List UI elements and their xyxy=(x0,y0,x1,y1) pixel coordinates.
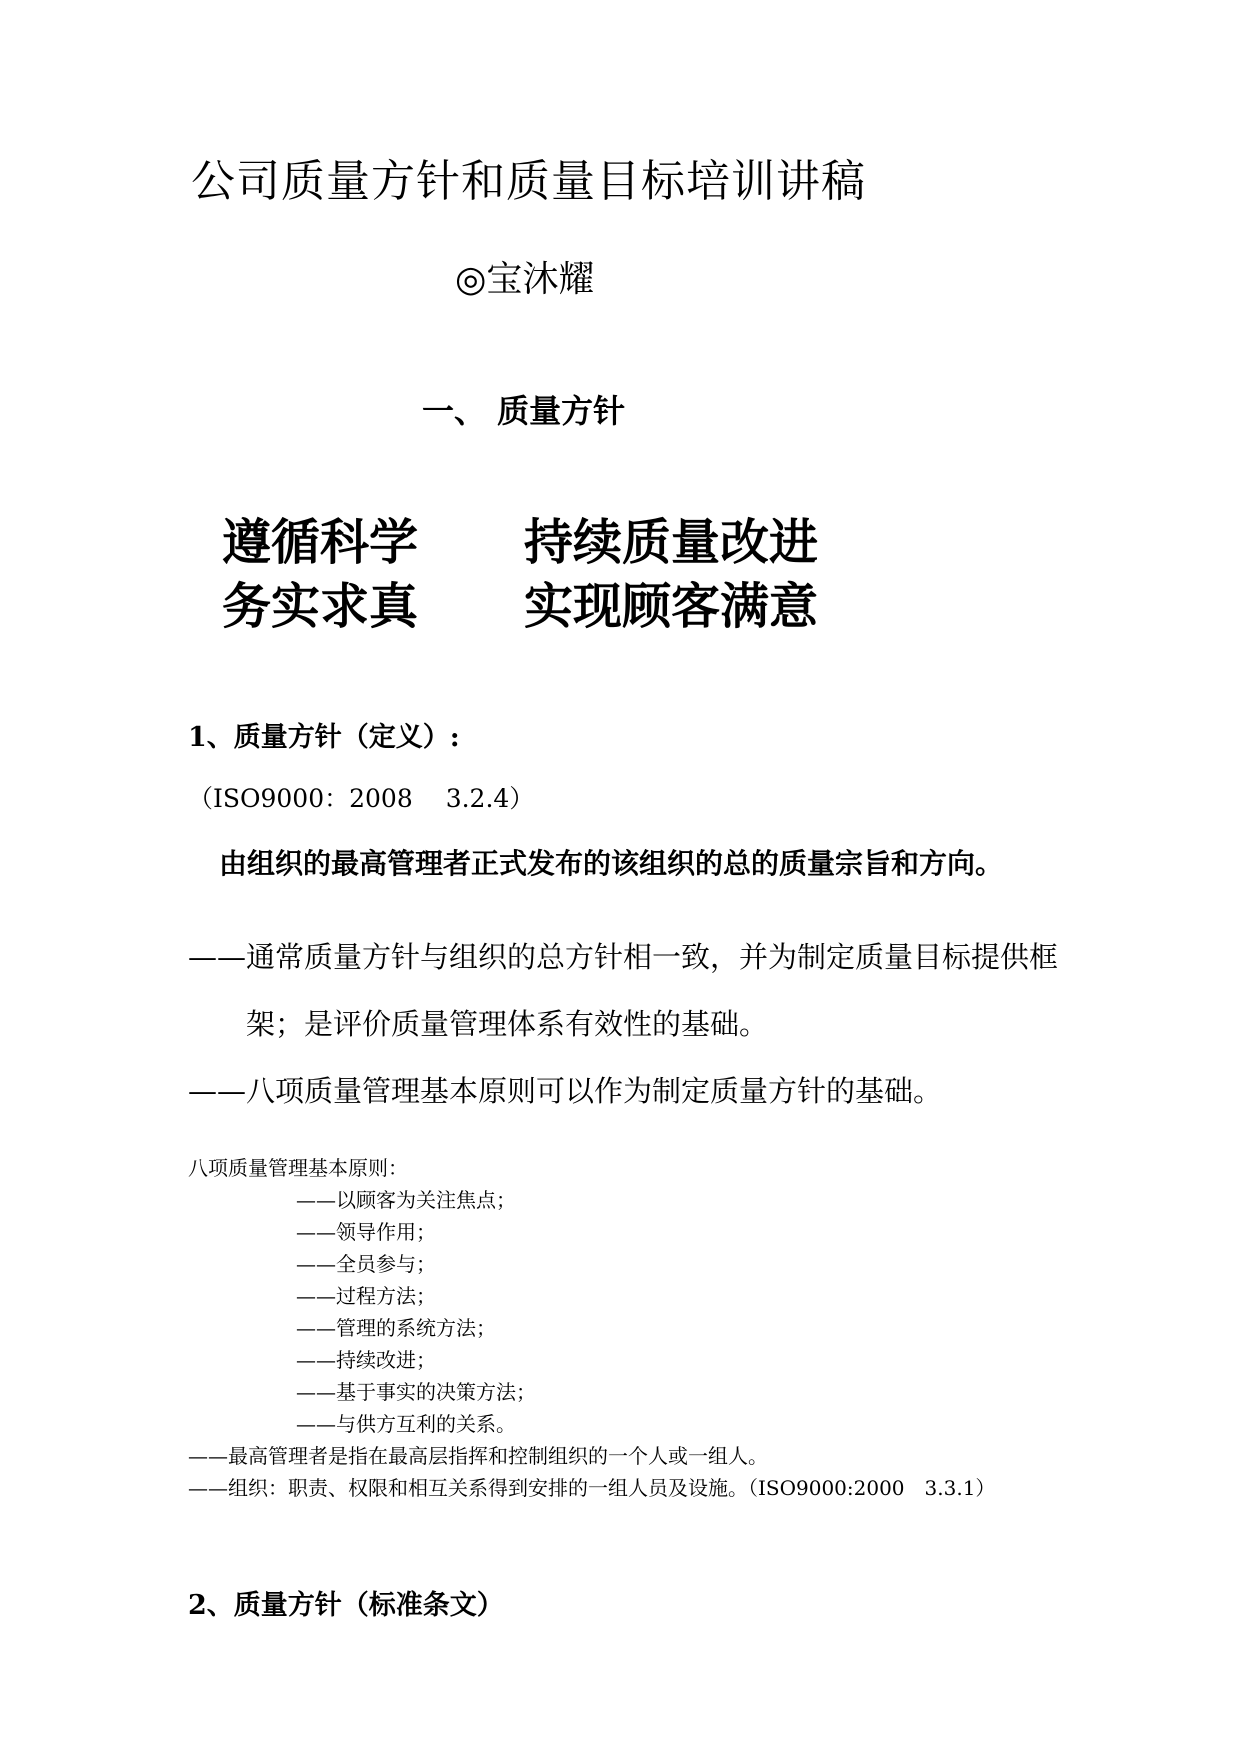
principle-item: ——管理的系统方法； xyxy=(296,1316,496,1340)
note-1-line-2: 架；是评价质量管理体系有效性的基础。 xyxy=(246,1007,769,1041)
standard-heading: 2、质量方针（标准条文） xyxy=(188,1590,504,1621)
note-3: ——最高管理者是指在最高层指挥和控制组织的一个人或一组人。 xyxy=(188,1444,768,1468)
principle-item: ——与供方互利的关系。 xyxy=(296,1412,516,1436)
principle-item: ——领导作用； xyxy=(296,1220,436,1244)
principle-item: ——全员参与； xyxy=(296,1252,436,1276)
document-title: 公司质量方针和质量目标培训讲稿 xyxy=(191,156,866,207)
note-1-line-1: ——通常质量方针与组织的总方针相一致，并为制定质量目标提供框 xyxy=(188,940,1059,974)
principle-item: ——过程方法； xyxy=(296,1284,436,1308)
definition-text: 由组织的最高管理者正式发布的该组织的总的质量宗旨和方向。 xyxy=(219,847,1004,880)
policy-phrase-3: 务实求真 xyxy=(222,578,419,635)
principle-item: ——以顾客为关注焦点； xyxy=(296,1188,516,1212)
iso-reference: （ISO9000：2008 3.2.4） xyxy=(188,784,535,813)
principles-label: 八项质量管理基本原则： xyxy=(188,1156,408,1180)
principle-item: ——基于事实的决策方法； xyxy=(296,1380,536,1404)
policy-phrase-4: 实现顾客满意 xyxy=(524,578,819,635)
author-line: ◎宝沐耀 xyxy=(455,259,595,300)
principle-item: ——持续改进； xyxy=(296,1348,436,1372)
policy-phrase-2: 持续质量改进 xyxy=(524,514,819,571)
section-heading: 一、 质量方针 xyxy=(422,392,626,430)
definition-heading: 1、质量方针（定义）: xyxy=(188,722,460,753)
note-2: ——八项质量管理基本原则可以作为制定质量方针的基础。 xyxy=(188,1074,943,1108)
policy-phrase-1: 遵循科学 xyxy=(222,514,419,571)
note-4: ——组织：职责、权限和相互关系得到安排的一组人员及设施。（ISO9000:2000 3.3.1） xyxy=(188,1476,996,1500)
